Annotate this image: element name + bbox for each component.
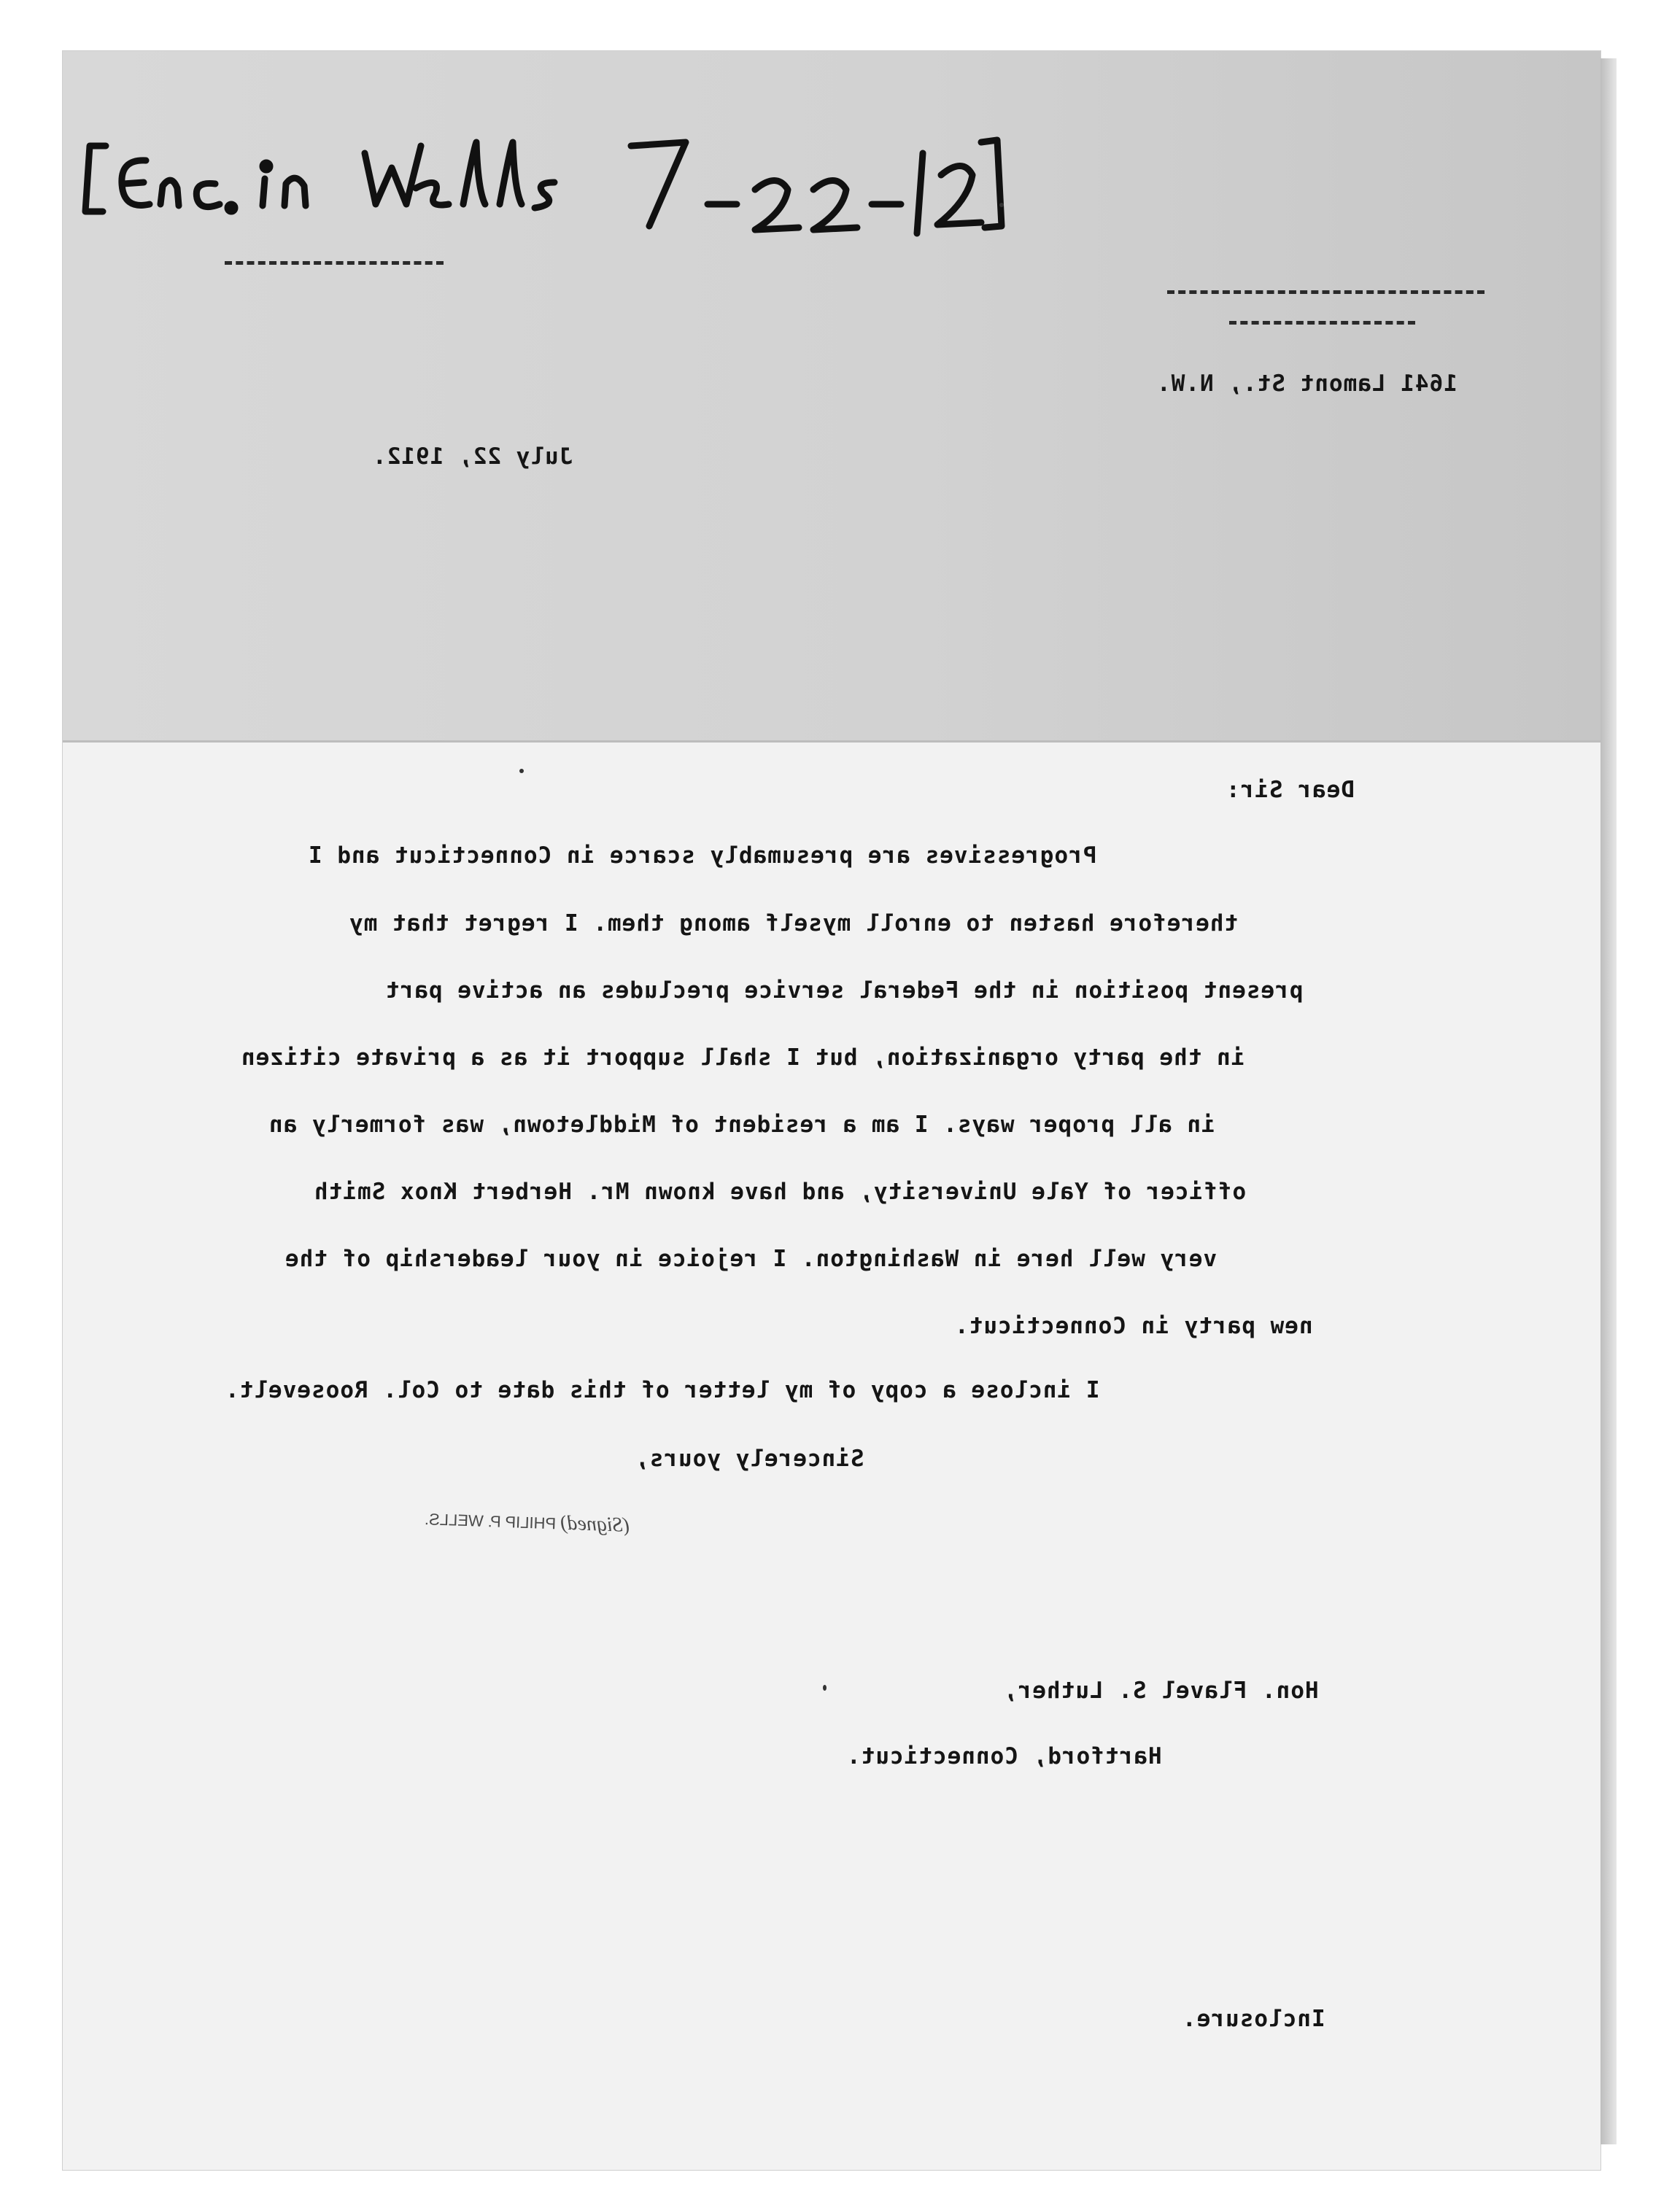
body-line: in the party organization, but I shall support it as a private citizen — [241, 1044, 1245, 1071]
body-line: officer of Yale University, and have known Mr. Herbert Knox Smith — [314, 1179, 1247, 1205]
enclosure-sentence: I inclose a copy of my letter of this date to Col. Roosevelt. — [225, 1377, 1100, 1403]
divider-line-right-short — [1229, 321, 1415, 325]
recipient-city: Hartford, Connecticut. — [846, 1743, 1162, 1769]
ink-speck — [519, 769, 524, 773]
divider-line-left — [225, 261, 444, 265]
fold-line — [63, 740, 1600, 743]
body-line: very well here in Washington. I rejoice in your leadership of the — [284, 1246, 1218, 1272]
body-line: therefore hasten to enroll myself among them. I regret that my — [349, 910, 1239, 937]
handwritten-annotation — [77, 102, 1025, 255]
sender-address: 1641 Lamont St., N.W. — [1156, 371, 1458, 397]
document-sheet — [63, 51, 1600, 2170]
signed-label: (Signed) — [560, 1511, 630, 1537]
salutation: Dear Sir: — [1226, 777, 1355, 803]
letter-date: July 22, 1912. — [372, 443, 573, 470]
ink-speck — [823, 1685, 827, 1691]
body-line: present position in the Federal service precludes an active part — [385, 977, 1304, 1004]
signer-name: PHILIP P. WELLS. — [424, 1510, 557, 1533]
divider-line-right-long — [1167, 290, 1484, 294]
body-line: Progressives are presumably scarce in Connecticut and I — [308, 842, 1097, 869]
enclosure-note: Inclosure. — [1182, 2006, 1325, 2032]
body-line: new party in Connecticut. — [954, 1313, 1313, 1339]
closing: Sincerely yours, — [635, 1446, 864, 1472]
sheet-edge — [1600, 58, 1617, 2144]
ink-speck — [999, 203, 1004, 207]
recipient-name: Hon. Flavel S. Luther, — [1003, 1678, 1319, 1704]
body-line: in all proper ways. I am a resident of Middletown, was formerly an — [268, 1112, 1215, 1138]
